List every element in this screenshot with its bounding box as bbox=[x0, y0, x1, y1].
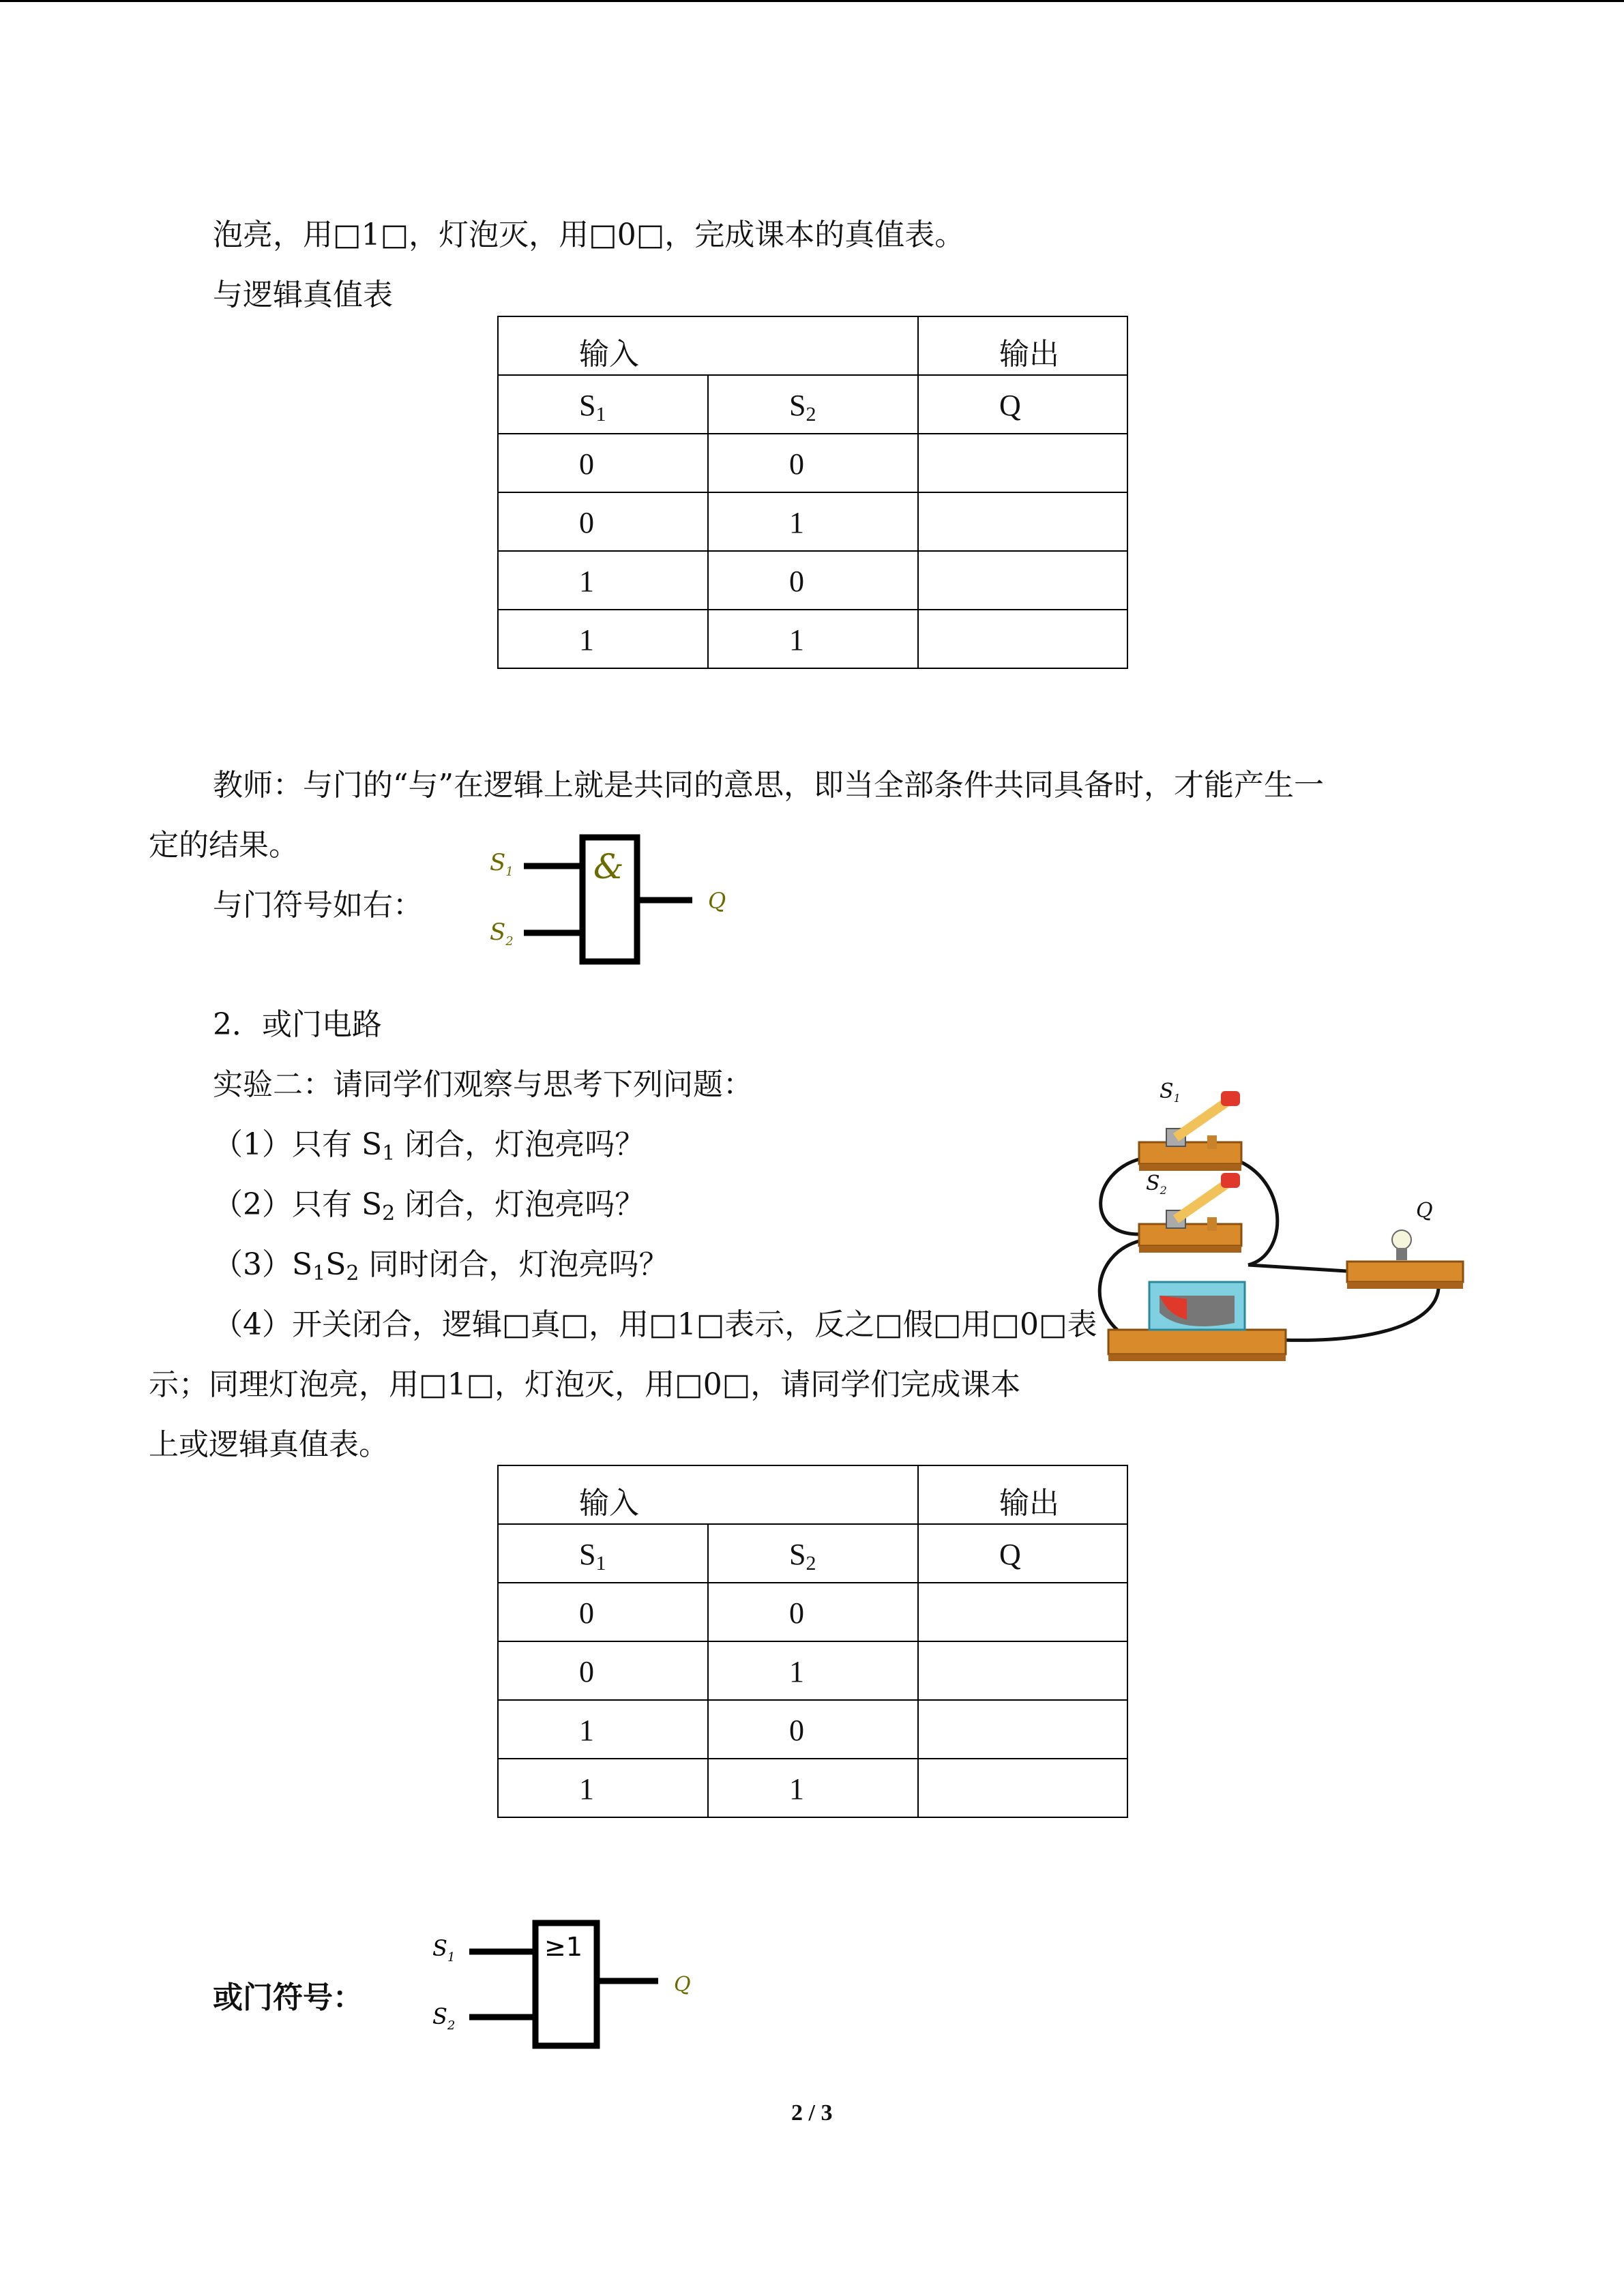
cell: 1 bbox=[708, 1641, 918, 1700]
output-cell bbox=[918, 1759, 1127, 1817]
cell: 1 bbox=[498, 1700, 708, 1759]
cell: 0 bbox=[708, 434, 918, 492]
cell: 0 bbox=[498, 1641, 708, 1700]
and-symbol-caption: 与门符号如右： bbox=[213, 888, 423, 923]
or-gate-symbol-text: ≥1 bbox=[544, 1932, 583, 1962]
experiment-intro: 实验二：请同学们观察与思考下列问题： bbox=[213, 1067, 753, 1102]
or-gate-symbol bbox=[423, 1916, 709, 2053]
or-gate-out-label: Q bbox=[674, 1973, 691, 1997]
table-row bbox=[498, 1759, 1127, 1817]
question-4-cont: 示；同理灯泡亮，用□1□，灯泡灭，用□0□，请同学们完成课本 bbox=[149, 1367, 1021, 1402]
table-header-input: 输入 bbox=[498, 1465, 918, 1524]
cell: 1 bbox=[498, 610, 708, 668]
or-gate-in2-label: $S_2$ bbox=[432, 2003, 456, 2033]
or-gate-in1-label: $S_1$ bbox=[432, 1935, 456, 1965]
page-number: 2 / 3 bbox=[791, 2100, 833, 2126]
column-q: Q bbox=[918, 375, 1127, 434]
question-4-end: 上或逻辑真值表。 bbox=[149, 1427, 389, 1462]
circuit-s1-label: $S_1$ bbox=[1160, 1079, 1181, 1105]
and-gate-out-label: Q bbox=[708, 888, 726, 914]
output-cell bbox=[918, 1641, 1127, 1700]
question-1: （1）只有 $S_1$ 闭合，灯泡亮吗？ bbox=[213, 1127, 645, 1165]
and-gate-symbol-text: & bbox=[593, 847, 624, 886]
paragraph-line: 泡亮，用□1□，灯泡灭，用□0□，完成课本的真值表。 bbox=[213, 218, 965, 252]
table-header-output: 输出 bbox=[918, 316, 1127, 375]
column-s2: $S_2$ bbox=[708, 1524, 918, 1583]
cell: 1 bbox=[498, 551, 708, 610]
output-cell bbox=[918, 434, 1127, 492]
section-heading: 2．或门电路 bbox=[213, 1007, 382, 1042]
cell: 0 bbox=[498, 492, 708, 551]
column-s1: $S_1$ bbox=[498, 375, 708, 434]
or-truth-table bbox=[497, 1465, 1128, 1818]
cell: 1 bbox=[708, 610, 918, 668]
output-cell bbox=[918, 492, 1127, 551]
or-symbol-caption: 或门符号： bbox=[213, 1980, 363, 2015]
and-gate-in1-label: $S_1$ bbox=[490, 849, 514, 879]
table-row bbox=[498, 1583, 1127, 1641]
column-q: Q bbox=[918, 1524, 1127, 1583]
table-row bbox=[498, 492, 1127, 551]
question-2: （2）只有 $S_2$ 闭合，灯泡亮吗？ bbox=[213, 1187, 645, 1225]
cell: 1 bbox=[708, 492, 918, 551]
cell: 0 bbox=[498, 1583, 708, 1641]
cell: 0 bbox=[708, 1700, 918, 1759]
top-rule bbox=[0, 0, 1624, 2]
cell: 0 bbox=[708, 551, 918, 610]
table-row bbox=[498, 434, 1127, 492]
table-row bbox=[498, 1700, 1127, 1759]
output-cell bbox=[918, 551, 1127, 610]
circuit-q-label: Q bbox=[1416, 1199, 1433, 1223]
cell: 0 bbox=[498, 434, 708, 492]
cell: 1 bbox=[708, 1759, 918, 1817]
teacher-line-1: 教师：与门的“与”在逻辑上就是共同的意思，即当全部条件共同具备时，才能产生一 bbox=[213, 768, 1324, 803]
cell: 0 bbox=[708, 1583, 918, 1641]
cell: 1 bbox=[498, 1759, 708, 1817]
and-truth-table bbox=[497, 316, 1128, 669]
and-table-title: 与逻辑真值表 bbox=[213, 278, 393, 312]
and-gate-symbol bbox=[484, 832, 730, 968]
table-row bbox=[498, 610, 1127, 668]
circuit-illustration bbox=[1064, 1071, 1473, 1371]
and-gate-in2-label: $S_2$ bbox=[490, 919, 514, 949]
table-row bbox=[498, 551, 1127, 610]
table-row bbox=[498, 1641, 1127, 1700]
table-header-output: 输出 bbox=[918, 1465, 1127, 1524]
column-s1: $S_1$ bbox=[498, 1524, 708, 1583]
output-cell bbox=[918, 610, 1127, 668]
question-3: $(3)S_1S_2$ 同时闭合，灯泡亮吗？ bbox=[213, 1247, 669, 1285]
output-cell bbox=[918, 1700, 1127, 1759]
output-cell bbox=[918, 1583, 1127, 1641]
circuit-s2-label: $S_2$ bbox=[1146, 1172, 1167, 1197]
table-header-input: 输入 bbox=[498, 316, 918, 375]
question-4: （4）开关闭合，逻辑□真□，用□1□表示，反之□假□用□0□表 bbox=[213, 1307, 1097, 1342]
teacher-line-2: 定的结果。 bbox=[149, 828, 299, 863]
column-s2: $S_2$ bbox=[708, 375, 918, 434]
